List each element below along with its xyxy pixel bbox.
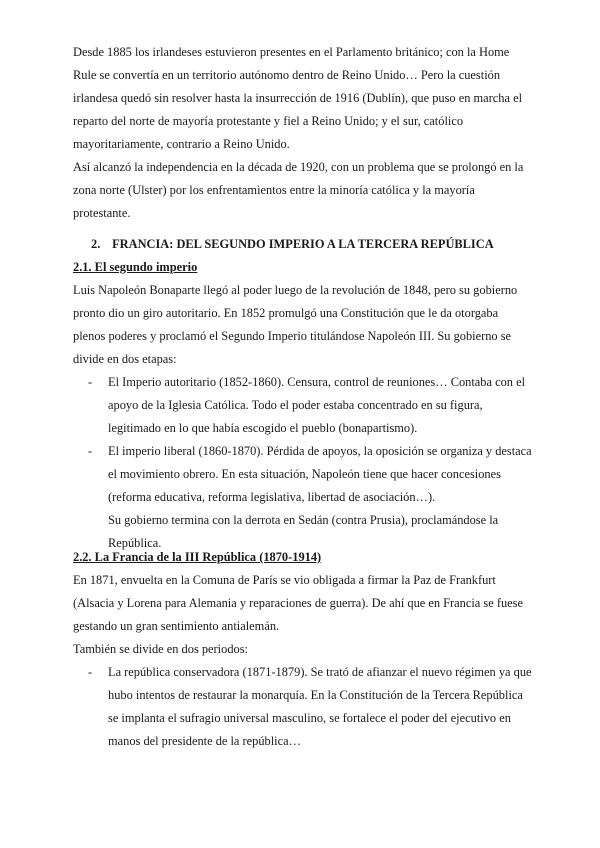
subsection-2-2-paragraph-2: También se divide en dos periodos: (73, 642, 248, 656)
list-item-text: El imperio liberal (1860-1870). Pérdida de apoyos, la oposición se organiza y destaca el movimiento obrero. En esta situación, Napoleón tiene que hacer concesiones (reforma educativa, reforma legislativa, libertad de asociación…). (108, 444, 532, 504)
list-marker: - (88, 665, 93, 679)
list-item (73, 661, 533, 753)
list-item-text: La república conservadora (1871-1879). Se trató de afianzar el nuevo régimen ya que hubo intentos de restaurar la monarquía. En la Constitución de la Tercera República se implanta el sufragio universal masculino, se fortalece el poder del ejecutivo en manos del presidente de la república… (108, 665, 532, 748)
section-2-title: FRANCIA: DEL SEGUNDO IMPERIO A LA TERCERA REPÚBLICA (112, 237, 494, 251)
subsection-2-1-title: 2.1. El segundo imperio (73, 260, 198, 274)
section-2-1 (73, 256, 533, 555)
list-continuation: Su gobierno termina con la derrota en Sedán (contra Prusia), proclamándose la República. (108, 513, 499, 550)
section-2-number: 2. (91, 237, 101, 251)
subsection-2-2-paragraph-1: En 1871, envuelta en la Comuna de París se vio obligada a firmar la Paz de Frankfurt (Alsacia y Lorena para Alemania y reparaciones de guerra). De ahí que en Francia se fuese gestando un gran sentimiento antialemán. (73, 573, 523, 633)
list-item (73, 440, 533, 509)
intro-paragraph-1: Desde 1885 los irlandeses estuvieron presentes en el Parlamento británico; con la Home Rule se convertía en un territorio autónomo dentro de Reino Unido… Pero la cuestión irlandesa quedó sin resolver hasta la insurrección de 1916 (Dublín), que puso en marcha el reparto del norte de mayoría protestante y fiel a Reino Unido; y el sur, católico mayoritariamente, contrario a Reino Unido. (73, 45, 523, 151)
list-item-text: El Imperio autoritario (1852-1860). Censura, control de reuniones… Contaba con el apoyo de la Iglesia Católica. Todo el poder estaba concentrado en su figura, legitimado en lo que había escogido el pueblo (bonapartismo). (108, 375, 526, 435)
subsection-2-1-paragraph: Luis Napoleón Bonaparte llegó al poder luego de la revolución de 1848, pero su gobierno pronto dio un giro autoritario. En 1852 promulgó una Constitución que le da otorgaba plenos poderes y proclamó el Segundo Imperio titulándose Napoleón III. Su gobierno se divide en dos etapas: (73, 283, 518, 366)
list-marker: - (88, 375, 93, 389)
subsection-2-2-title: 2.2. La Francia de la III República (1870-1914) (73, 550, 322, 564)
list-marker: - (88, 444, 93, 458)
list-item (73, 371, 533, 440)
section-2-heading (91, 233, 494, 256)
section-2-2 (73, 546, 533, 753)
intro-paragraph-2: Así alcanzó la independencia en la década de 1920, con un problema que se prolongó en la zona norte (Ulster) por los enfrentamientos entre la minoría católica y la mayoría protestante. (73, 160, 524, 220)
intro-block (73, 41, 533, 225)
